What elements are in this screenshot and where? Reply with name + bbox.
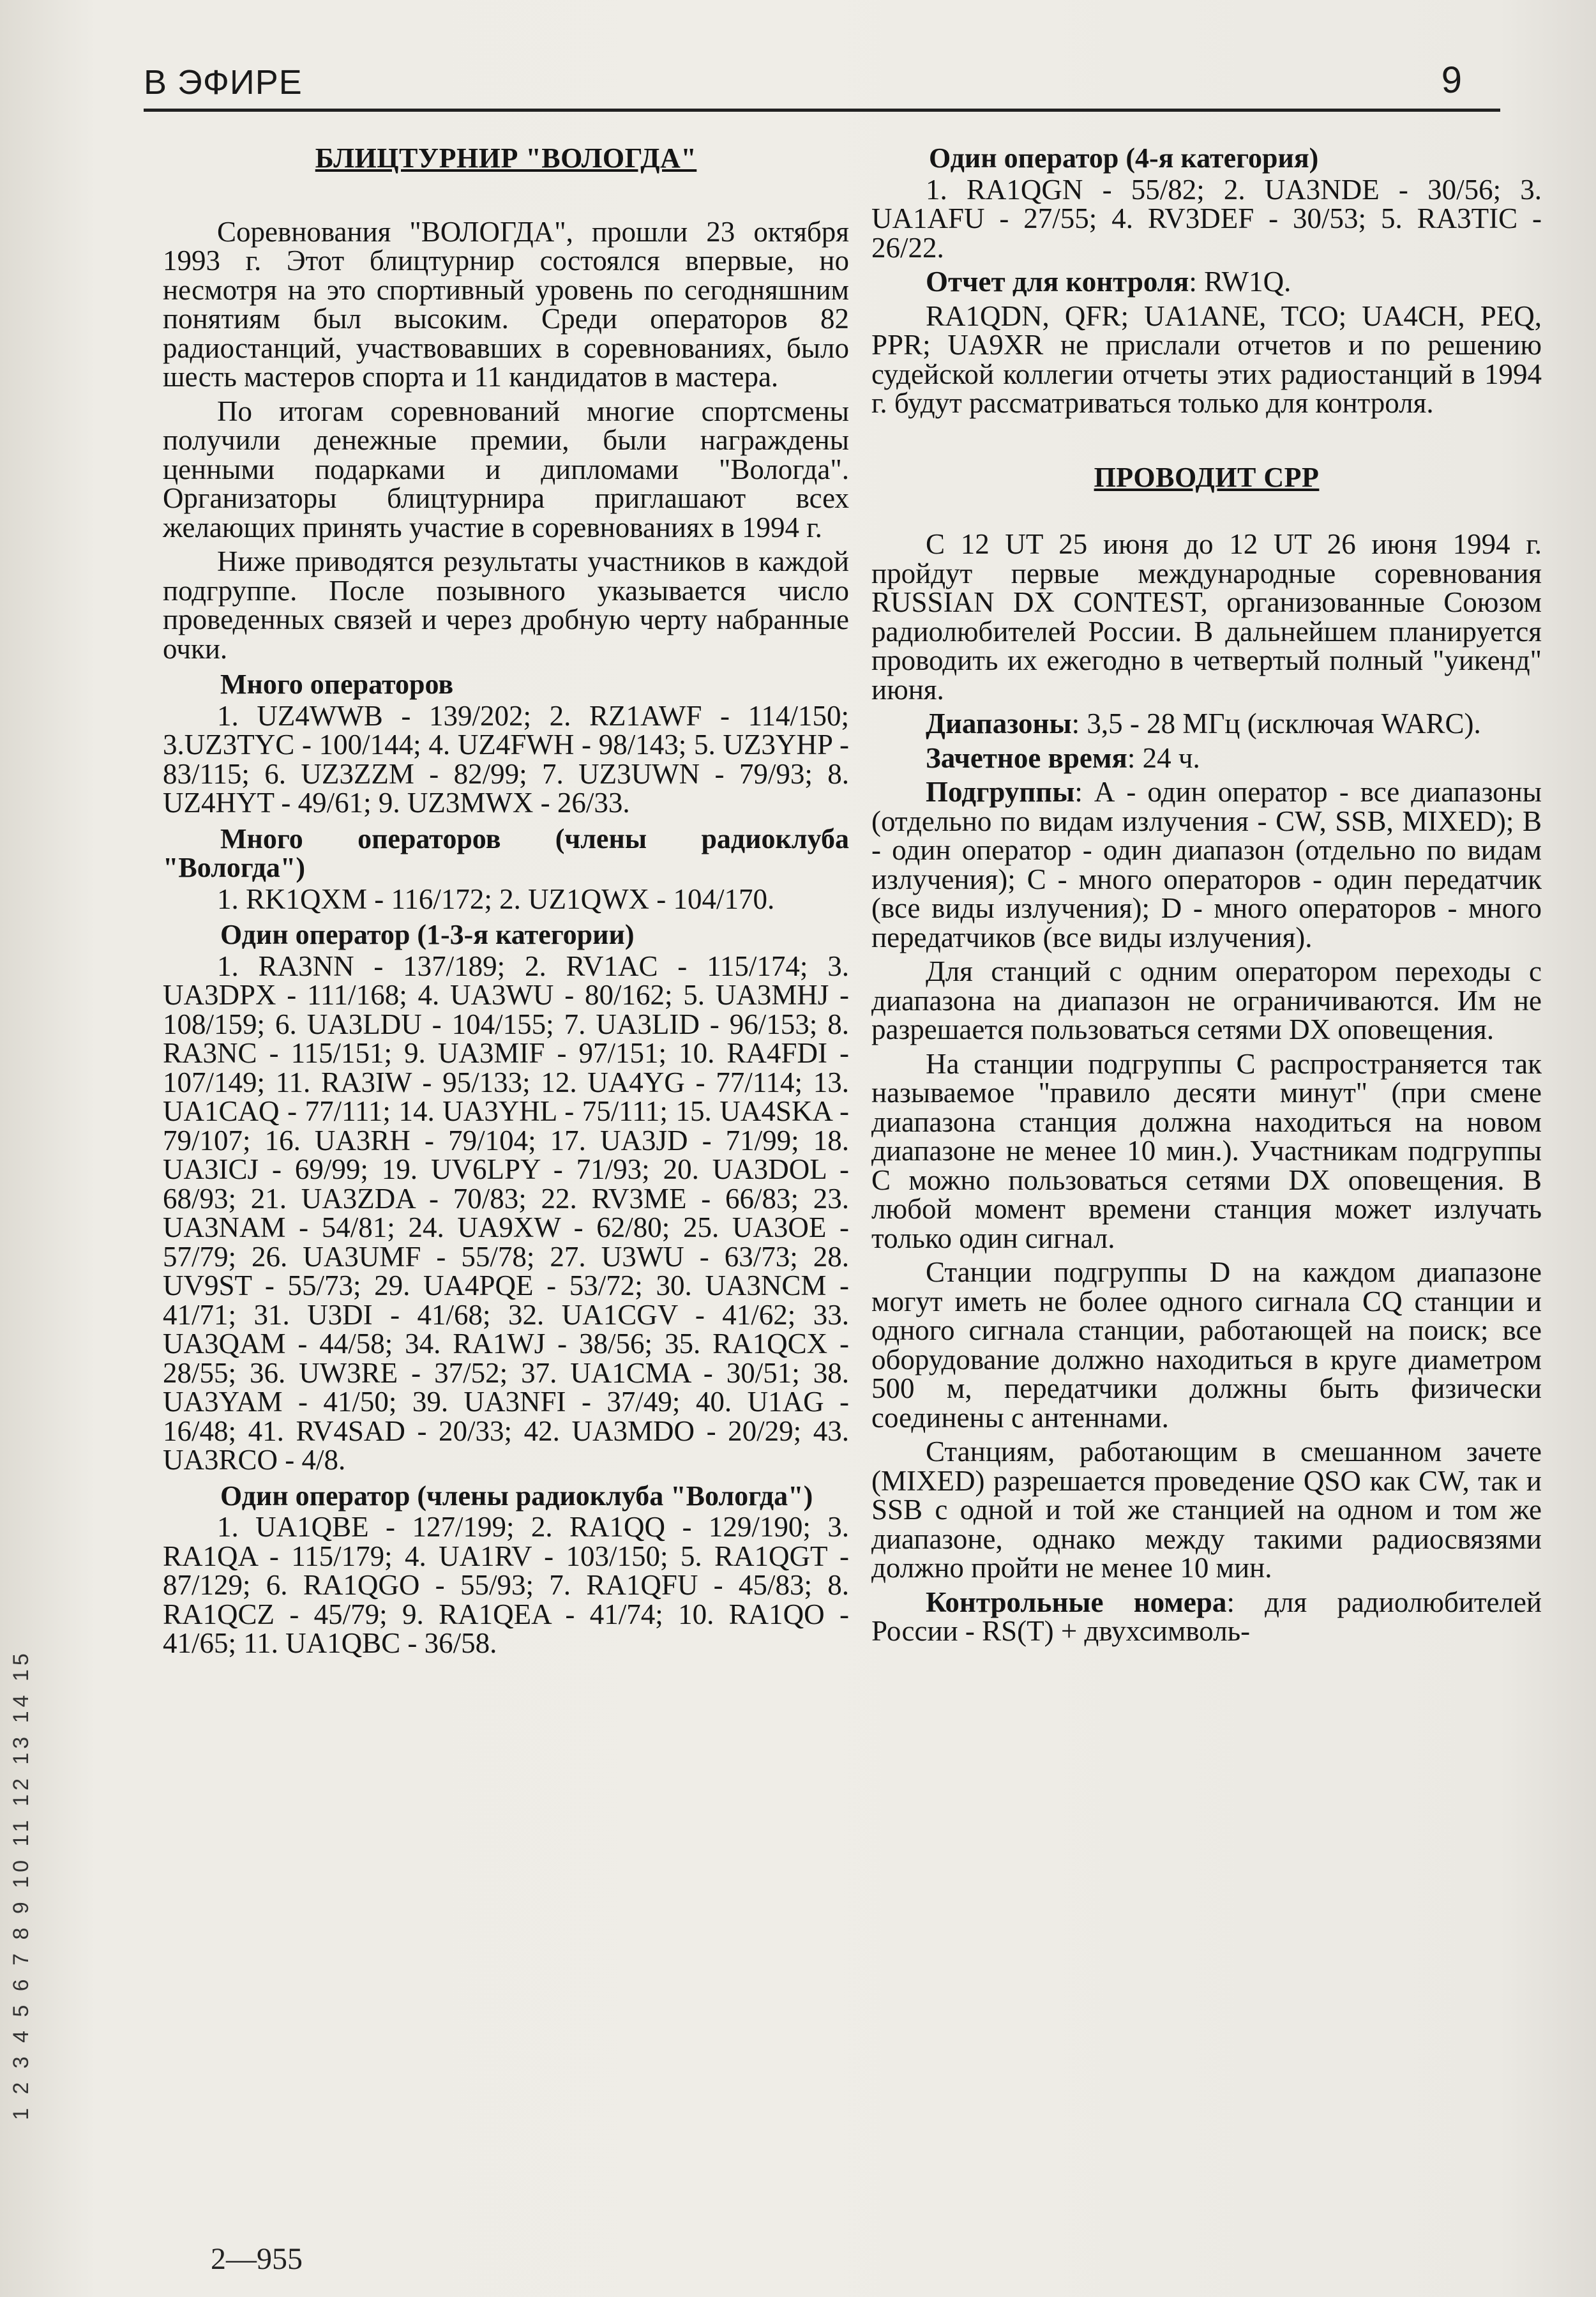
- page-number: 9: [1441, 59, 1462, 101]
- group-results: 1. RA3NN - 137/189; 2. RV1AC - 115/174; 3. UA3DPX - 111/168; 4. UA3WU - 80/162; 5. UA3MHJ - 108/159; 6. UA3LDU - 104/155; 7. UA3LID - 96/153; 8. RA3NC - 115/151; 9. UA3MIF - 97/151; 10. RA4FDI - 107/149; 11. RA3IW - 95/133; 12. UA4YG - 77/114; 13. UA1CAQ - 77/111; 14. UA3YHL - 75/111; 15. UA4SKA - 79/107; 16. UA3RH - 79/104; 17. UA3JD - 71/99; 18. UA3ICJ - 69/99; 19. UV6LPY - 71/93; 20. UA3DOL - 68/93; 21. UA3ZDA - 70/83; 22. RV3ME - 66/83; 23. UA3NAM - 54/81; 24. UA9XW - 62/80; 25. UA3OE - 57/79; 26. UA3UMF - 55/78; 27. U3WU - 63/73; 28. UV9ST - 55/73; 29. UA4PQE - 53/72; 30. UA3NCM - 41/71; 31. U3DI - 41/68; 32. UA1CGV - 41/62; 33. UA3QAM - 44/58; 34. RA1WJ - 38/56; 35. RA1QCX - 28/55; 36. UW3RE - 37/52; 37. UA1CMA - 30/51; 38. UA3YAM - 41/50; 39. UA3NFI - 37/49; 40. U1AG - 16/48; 41. RV4SAD - 20/33; 42. UA3MDO - 20/29; 43. UA3RCO - 4/8.: [163, 950, 849, 1476]
- article-title-vologda: БЛИЦТУРНИР "ВОЛОГДА": [315, 142, 697, 174]
- side-ruler-text: 1 2 3 4 5 6 7 8 9 10 11 12 13 14 15: [9, 1649, 33, 2120]
- section-title: В ЭФИРЕ: [144, 63, 303, 102]
- article-title-srr: ПРОВОДИТ СРР: [1094, 461, 1320, 493]
- time-label: Зачетное время: [926, 741, 1127, 774]
- paragraph: Станциям, работающим в смешанном зачете (MIXED) разрешается проведение QSO как CW, так и SSB с одной и той же станцией на одном и том же диапазоне, однако между такими радиосвязями должно пройти не менее 10 мин.: [871, 1436, 1542, 1584]
- time-line: [871, 741, 1542, 774]
- group-title: Один оператор (члены радиоклуба "Вологда"): [220, 1480, 813, 1512]
- paragraph: С 12 UT 25 июня до 12 UT 26 июня 1994 г. пройдут первые международные соревнования RUSSIAN DX CONTEST, организованные Союзом радиолюбителей России. В дальнейшем планируется проводить их ежегодно в четвертый полный "уикенд" июня.: [871, 528, 1542, 706]
- footer-signature: 2—955: [211, 2242, 303, 2276]
- paragraph: Для станций с одним оператором переходы с диапазона на диапазон не ограничиваются. Им не разрешается пользоваться сетями DX оповещения.: [871, 955, 1542, 1045]
- paragraph: Ниже приводятся результаты участников в каждой подгруппе. После позывного указывается число проведенных связей и через дробную черту набранные очки.: [163, 545, 849, 665]
- group-title: Много операторов (члены радиоклуба "Вологда"): [163, 823, 849, 883]
- paragraph: По итогам соревнований многие спортсмены получили денежные премии, были награждены ценными подарками и дипломами "Вологда". Организаторы блицтурнира приглашают всех желающих принять участие в соревнованиях в 1994 г.: [163, 395, 849, 543]
- subgroups-line: [871, 778, 1542, 952]
- paragraph: Соревнования "ВОЛОГДА", прошли 23 октября 1993 г. Этот блицтурнир состоялся впервые, но несмотря на это спортивный уровень по сегодняшним понятиям был высоким. Среди операторов 82 радиостанций, участвовавших в соревнованиях, было шесть мастеров спорта и 11 кандидатов в мастера.: [163, 215, 849, 393]
- paragraph: На станции подгруппы С распространяется так называемое "правило десяти минут" (при смене диапазона станция должна находиться на новом диапазоне не менее 10 мин.). Участникам подгруппы С можно пользоваться сетями DX оповещения. В любой момент времени станция может излучать только один сигнал.: [871, 1047, 1542, 1254]
- group-title: Один оператор (4-я категория): [929, 142, 1319, 174]
- numbers-label: Контрольные номера: [926, 1586, 1227, 1618]
- numbers-value: : для радиолюбителей России - RS(T) + двухсимволь-: [871, 1586, 1542, 1647]
- group-title: Много операторов: [220, 669, 454, 700]
- control-report-line: [871, 268, 1542, 297]
- right-column: [871, 137, 1542, 1651]
- group-results: 1. UZ4WWB - 139/202; 2. RZ1AWF - 114/150; 3.UZ3TYC - 100/144; 4. UZ4FWH - 98/143; 5. UZ3YHP - 83/115; 6. UZ3ZZM - 82/99; 7. UZ3UWN - 79/93; 8. UZ4HYT - 49/61; 9. UZ3MWX - 26/33.: [163, 699, 849, 819]
- subgroups-label: Подгруппы: [926, 776, 1075, 808]
- page-header: [144, 59, 1500, 112]
- group-results: 1. UA1QBE - 127/199; 2. RA1QQ - 129/190; 3. RA1QA - 115/179; 4. UA1RV - 103/150; 5. RA1QGT - 87/129; 6. RA1QGO - 55/93; 7. RA1QFU - 45/83; 8. RA1QCZ - 45/79; 9. RA1QEA - 41/74; 10. RA1QO - 41/65; 11. UA1QBC - 36/58.: [163, 1511, 849, 1659]
- subgroups-value: : А - один оператор - все диапазоны (отдельно по видам излучения - CW, SSB, MIXED); В - один оператор - один диапазон (отдельно по видам излучения); С - много операторов - один передатчик (все виды излучения); D - много операторов - много передатчиков (все виды излучения).: [871, 776, 1542, 953]
- left-column: [163, 144, 849, 1664]
- control-value: : RW1Q.: [1189, 266, 1291, 298]
- bands-value: : 3,5 - 28 МГц (исключая WARC).: [1071, 708, 1481, 739]
- time-value: : 24 ч.: [1127, 741, 1200, 774]
- bands-label: Диапазоны: [926, 708, 1072, 739]
- group-results: 1. RA1QGN - 55/82; 2. UA3NDE - 30/56; 3. UA1AFU - 27/55; 4. RV3DEF - 30/53; 5. RA3TIC - 26/22.: [871, 173, 1542, 264]
- control-numbers-line: [871, 1588, 1542, 1646]
- control-label: Отчет для контроля: [926, 266, 1189, 298]
- group-results: 1. RK1QXM - 116/172; 2. UZ1QWX - 104/170.: [217, 883, 775, 915]
- side-ruler: [9, 1649, 47, 2120]
- group-title: Один оператор (1-3-я категории): [220, 919, 635, 950]
- paragraph: RA1QDN, QFR; UA1ANE, TCO; UA4CH, PEQ, PPR; UA9XR не прислали отчетов и по решению судейской коллегии отчеты этих радиостанций в 1994 г. будут рассматриваться только для контроля.: [871, 299, 1542, 419]
- paragraph: Станции подгруппы D на каждом диапазоне могут иметь не более одного сигнала CQ станции и одного сигнала станции, работающей на поиск; все оборудование должно находиться в круге диаметром 500 м, передатчики должны быть физически соединены с антеннами.: [871, 1256, 1542, 1434]
- bands-line: [871, 709, 1542, 739]
